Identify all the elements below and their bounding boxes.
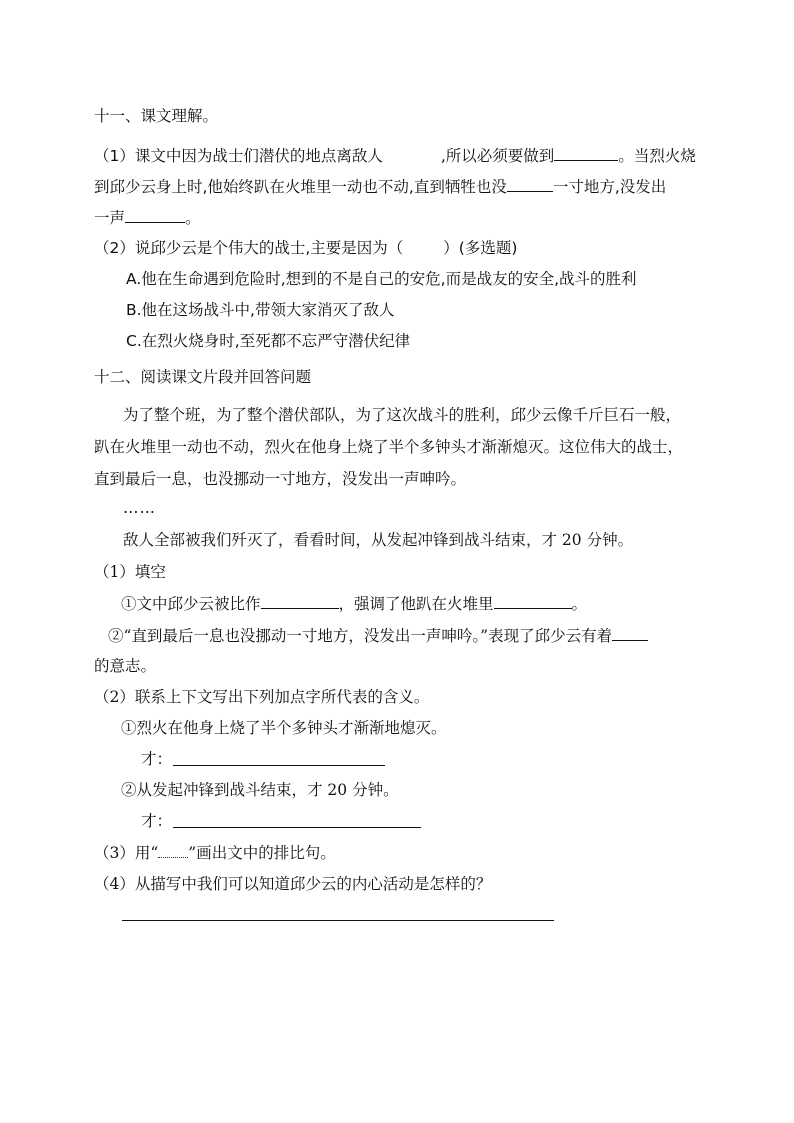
s12-q4-label: （4）从描写中我们可以知道邱少云的内心活动是怎样的？	[94, 875, 492, 893]
s12-q1-item1	[121, 593, 587, 614]
s12-q3-label-text: （3）用“	[94, 844, 159, 862]
s11-q1-text: （1）课文中因为战士们潜伏的地点离敌人	[94, 147, 383, 165]
s12-q3-label-text: ”画出文中的排比句。	[188, 844, 336, 862]
s11-q1-text: 一声	[94, 209, 126, 227]
s11-q1-text: 一寸地方,没发出	[552, 178, 667, 196]
s11-q1-blank-requirement[interactable]	[554, 145, 618, 161]
s11-q2-option-a[interactable]: A.他在生命遇到危险时,想到的不是自己的安危,而是战友的安全,战斗的胜利	[126, 270, 637, 288]
s12-q1-item1-text: ，强调了他趴在火堆里	[338, 595, 494, 613]
s12-q2-answer-line-1[interactable]	[173, 765, 385, 766]
s11-q1-line3	[94, 207, 201, 228]
s11-q2-prompt-text: ）(多选题)	[443, 239, 518, 257]
s11-q1-line1	[94, 145, 696, 166]
s11-q1-text: ,所以必须要做到	[440, 147, 555, 165]
s11-q1-blank-move[interactable]	[507, 176, 553, 192]
s11-q2-prompt-text: （2）说邱少云是个伟大的战士,主要是因为（	[94, 239, 404, 257]
s12-q1-item2-text: ②“直到最后一息也没挪动一寸地方，没发出一声呻吟。”表现了邱少云有着	[108, 627, 613, 645]
s12-q1-item2-cont: 的意志。	[94, 657, 157, 675]
s11-q1-blank-sound[interactable]	[125, 207, 185, 223]
s12-q2-answer-label-1: 才：	[141, 750, 173, 768]
section-11-title: 十一、课文理解。	[94, 107, 219, 125]
section-12-title: 十二、阅读课文片段并回答问题	[94, 368, 312, 386]
s12-q2-item1: ①烈火在他身上烧了半个多钟头才渐渐地熄灭。	[121, 719, 447, 737]
s12-q1-blank-emphasis[interactable]	[494, 593, 572, 609]
s12-q2-item2: ②从发起冲锋到战斗结束，才 20 分钟。	[121, 781, 399, 799]
s12-q1-item1-text: 。	[571, 595, 588, 613]
s12-q1-label: （1）填空	[94, 563, 166, 581]
s11-q1-line2	[94, 176, 666, 197]
s12-q3-label	[94, 843, 336, 863]
s11-q1-text: 。	[185, 209, 201, 227]
s12-q2-label: （2）联系上下文写出下列加点字所代表的含义。	[94, 688, 430, 706]
s12-q1-blank-will[interactable]	[612, 625, 648, 641]
s12-q2-answer-line-2[interactable]	[173, 827, 421, 828]
s11-q2-option-b[interactable]: B.他在这场战斗中,带领大家消灭了敌人	[126, 301, 395, 319]
s12-q1-item2	[108, 625, 648, 646]
s12-q4-answer-line[interactable]	[122, 920, 554, 921]
s11-q2-prompt	[94, 238, 517, 258]
s11-q1-text: 。当烈火烧	[618, 147, 696, 165]
passage-line: 直到最后一息，也没挪动一寸地方，没发出一声呻吟。	[94, 470, 467, 488]
s12-q1-item1-text: ①文中邱少云被比作	[121, 595, 261, 613]
passage-ellipsis: ……	[123, 499, 156, 517]
wavy-underline-icon	[158, 845, 188, 858]
s11-q2-option-c[interactable]: C.在烈火烧身时,至死都不忘严守潜伏纪律	[126, 332, 411, 350]
s12-q1-blank-metaphor[interactable]	[261, 593, 339, 609]
s11-q1-text: 到邱少云身上时,他始终趴在火堆里一动也不动,直到牺牲也没	[94, 178, 507, 196]
passage-line: 趴在火堆里一动也不动，烈火在他身上烧了半个多钟头才渐渐熄灭。这位伟大的战士，	[94, 438, 684, 456]
s12-q2-answer-label-2: 才：	[141, 812, 173, 830]
passage-end-line: 敌人全部被我们歼灭了，看看时间，从发起冲锋到战斗结束，才 20 分钟。	[123, 531, 634, 549]
passage-line: 为了整个班，为了整个潜伏部队，为了这次战斗的胜利，邱少云像千斤巨石一般，	[123, 406, 682, 424]
